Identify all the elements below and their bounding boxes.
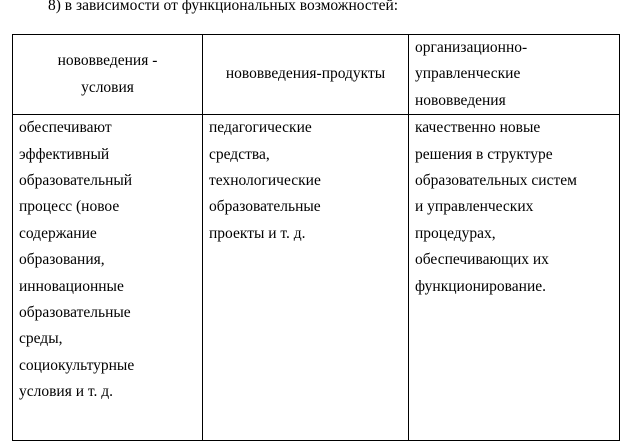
header-conditions: нововведения - условия	[13, 35, 203, 115]
cell-conditions: обеспечивают эффективный образовательный процесс (новое содержание образования, инновационные образовательные среды, социокультурные условия и т. д.	[13, 115, 203, 441]
section-heading: 8) в зависимости от функциональных возможностей:	[48, 0, 399, 14]
header-organizational: организационно- управленческие нововведения	[409, 35, 620, 115]
table-header-row	[13, 35, 620, 115]
innovation-classification-table	[12, 34, 620, 441]
cell-products: педагогические средства, технологические образовательные проекты и т. д.	[203, 115, 409, 441]
table-row	[13, 115, 620, 441]
header-products: нововведения-продукты	[203, 35, 409, 115]
cell-organizational: качественно новые решения в структуре образовательных систем и управленческих процедурах, обеспечивающих их функционирование.	[409, 115, 620, 441]
